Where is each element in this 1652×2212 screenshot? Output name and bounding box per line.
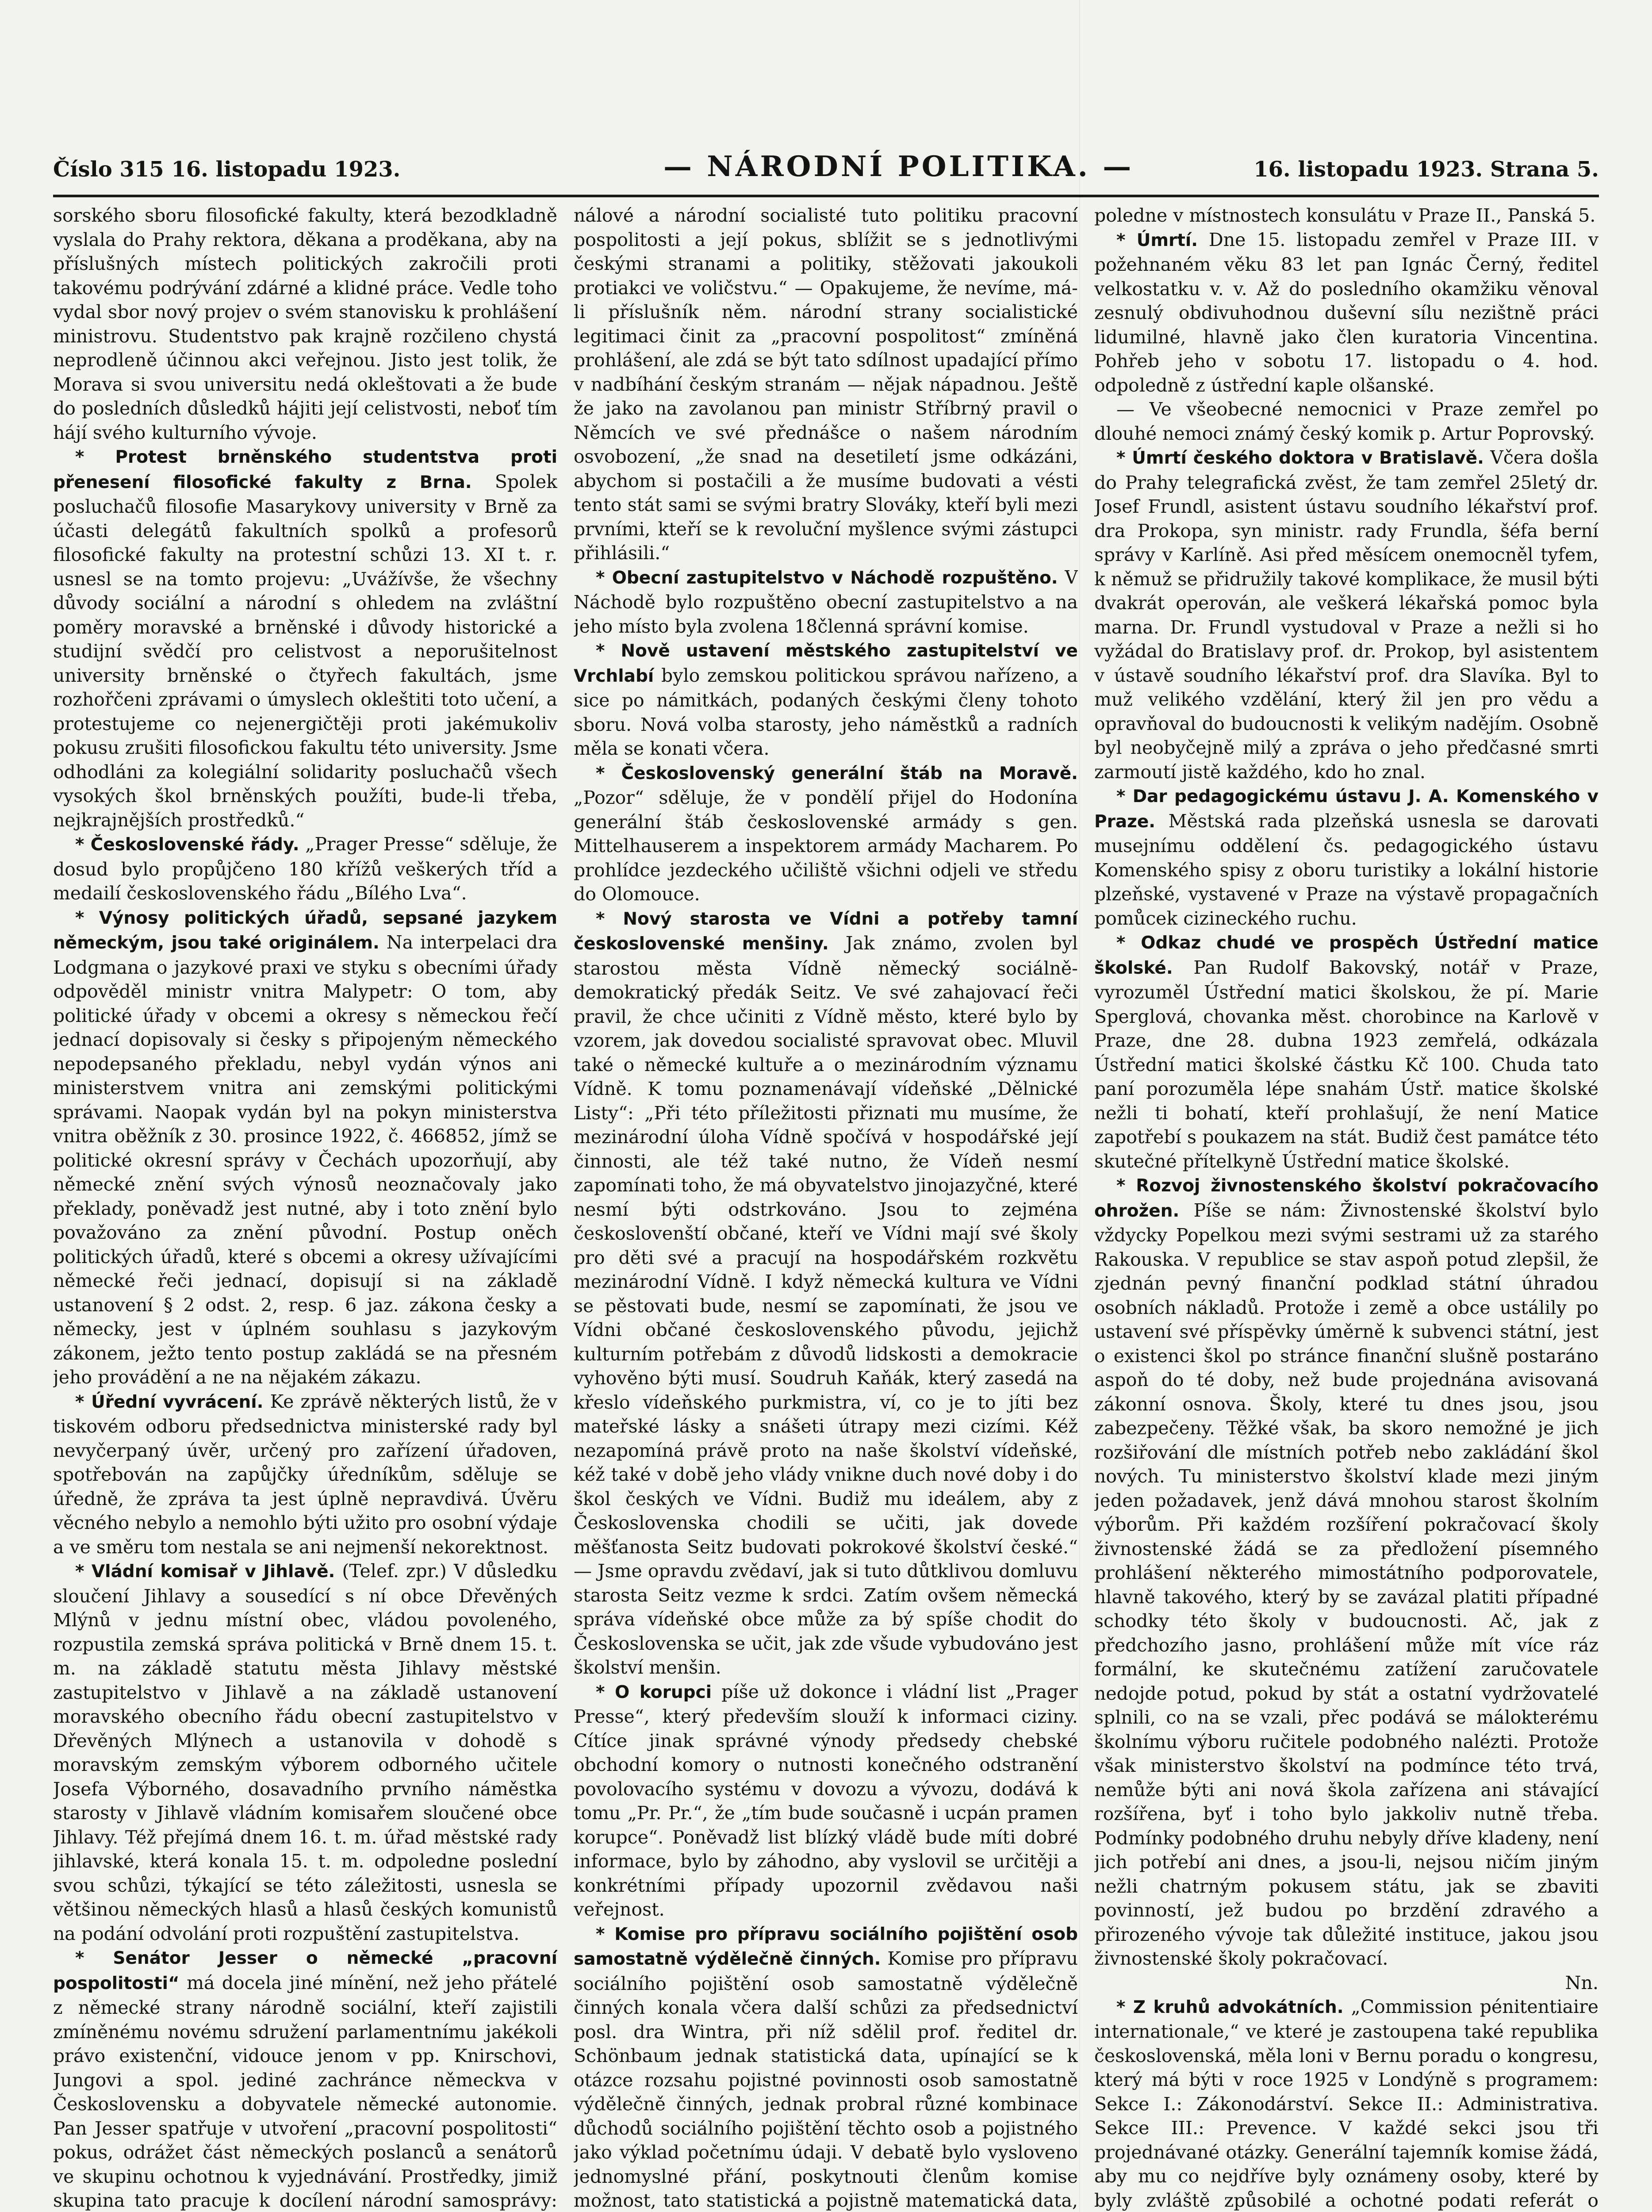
article-headline: * O korupci <box>596 1682 712 1702</box>
article-body: Městská rada plzeňská usnesla se darovati musejnímu oddělení čs. pedagogického ústavu Komenského spisy z oboru turistiky a lokální historie plzeňské, vystavené v Praze na výstavě propagačních pomůcek cizineckého ruchu. <box>1094 810 1598 929</box>
date-and-page: 16. listopadu 1923. Strana 5. <box>1253 157 1599 182</box>
article-paragraph <box>53 1390 557 1559</box>
page-header <box>53 150 1599 188</box>
column-1 <box>53 204 557 2212</box>
article-paragraph <box>53 445 557 832</box>
article-paragraph <box>1094 930 1598 1173</box>
header-rule <box>53 195 1599 197</box>
column-3 <box>1094 204 1598 2212</box>
article-headline: * Komise pro přípravu sociálního pojištění osob samostatně výdělečně činných. <box>574 1924 1078 1969</box>
article-body: (Telef. zpr.) V důsledku sloučení Jihlavy a sousedící s ní obce Dřevěných Mlýnů v jednu místní obec, vládou povoleného, rozpustila zemská správa politická v Brně dnem 15. t. m. na základě statutu města Jihlavy městské zastupitelstvo v Jihlavě a na základě ustanovení moravského obecního řádu obecní zastupitelstvo v Dřevěných Mlýnech a ustanovila v dohodě s moravským zemským výborem odborného učitele Josefa Výborného, dosavadního prvního náměstka starosty v Jihlavě vládním komisařem sloučené obce Jihlavy. Též přejímá dnem 16. t. m. úřad městské rady jihlavské, která konala 15. t. m. odpoledne poslední svou schůzi, týkající se této záležitosti, usnesla se většinou německých hlasů a hlasů českých komunistů na podání odvolání proti rozpuštění zastupitelstva. <box>53 1560 557 1944</box>
article-body: Dne 15. listopadu zemřel v Praze III. v požehnaném věku 83 let pan Ignác Černý, ředitel velkostatku v. v. Až do posledního okamžiku věnoval zesnulý obdivuhodnou duševní sílu nezištně práci lidumilné, hlavně jako člen kuratoria Vincentina. Pohřeb jeho v sobotu 17. listopadu o 4. hod. odpoledně z ústřední kaple olšanské. <box>1094 229 1598 396</box>
article-body: Jak známo, zvolen byl starostou města Vídně německý sociálně-demokratický předák Seitz. Ve své zahajovací řeči pravil, že chce učiniti z Vídně město, které bylo by vzorem, jak dovedou socialisté spravovat obec. Mluvil také o německé kultuře a o mezinárodním významu Vídně. K tomu poznamenávají vídeňské „Dělnické Listy“: „Při této příležitosti přiznati mu musíme, že mezinárodní úloha Vídně spočívá v hospodářské její činnosti, ale též také nutno, že Vídeň nesmí zapomínati toho, že má obyvatelstvo jinojazyčné, které nesmí býti odstrkováno. Jsou to zejména českoslovenští občané, kteří ve Vídni mají své školy pro děti své a pracují na hospodářském rozkvětu mezinárodní Vídně. I když německá kultura ve Vídni se pěstovati bude, nesmí se zapomínati, že jsou ve Vídni občané československého původu, jejichž kulturním potřebám z důvodů lidskosti a demokracie vyhověno býti musí. Soudruh Kaňák, který zasedá na křeslo vídeňského purkmistra, ví, co je to jíti bez mateřské lásky a snášeti útrapy mezi cizími. Kéž nezapomíná právě proto na naše školství vídeňské, kéž také v době jeho vlády vnikne duch nové doby i do škol českých ve Vídni. Budiž mu ideálem, aby z Československa chodili se učiti, jak dovede měšťanosta Seitz budovati pokrokové školství české.“ — Jsme opravdu zvědaví, jak si tuto důtklivou domluvu starosta Seitz vezme k srdci. Zatím ovšem německá správa vídeňské obce může za bý spíše chodit do Československa se učit, jak zde všude vybudováno jest školství menšin. <box>574 933 1078 1678</box>
article-paragraph <box>1094 228 1598 398</box>
article-headline: * Protest brněnského studentstva proti přenesení filosofické fakulty z Brna. <box>53 447 557 492</box>
article-body: „Prager Presse“ sděluje, že dosud bylo propůjčeno 180 křížů veškerých tříd a medailí československého řádu „Bílého Lva“. <box>53 833 557 904</box>
article-body: „Pozor“ sděluje, že v pondělí přijel do Hodonína generální štáb československé armády s gen. Mittelhauserem a inspektorem armády Macharem. Po prohlídce jezdeckého učiliště všichni odjeli ve středu do Olomouce. <box>574 787 1078 905</box>
article-paragraph <box>574 906 1078 1680</box>
author-signature: Nn. <box>1565 1972 1598 1993</box>
article-paragraph <box>53 1559 557 1946</box>
masthead-title: — NÁRODNÍ POLITIKA. — <box>663 150 1134 183</box>
article-headline: * Nový starosta ve Vídni a potřeby tamní československé menšiny. <box>574 909 1078 954</box>
article-paragraph <box>53 1946 557 2212</box>
article-headline: * Vládní komisař v Jihlavě. <box>75 1562 335 1582</box>
article-body: nálové a národní socialisté tuto politiku pracovní pospolitosti a její pokus, sblížit se s jednotlivými českými stranami a politiky, stěžovati jakoukoli protiakci ve voličstvu.“ — Opakujeme, že nevíme, má-li příslušník něm. národní strany socialistické legitimaci činit za „pracovní pospolitost“ zmíněná prohlášení, ale zdá se být tato sdílnost upadající přímo v nadbíhání českým stranám — nějak nápadnou. Ještě že jako na zavolanou pan ministr Stříbrný pravil o Němcích ve své přednášce o našem národním osvobození, „že snad na desetiletí jsme odkázáni, abychom si postačili a že musíme budovati a vésti tento stát sami se svými bratry Slováky, kteří byli mezi prvními, kteří se k revoluční myšlence svými zástupci přihlásili.“ <box>574 205 1078 564</box>
article-headline: * Úmrtí českého doktora v Bratislavě. <box>1116 448 1484 468</box>
article-paragraph <box>53 832 557 906</box>
issue-number: Číslo 315 16. listopadu 1923. <box>53 157 401 182</box>
article-paragraph <box>1094 204 1598 228</box>
article-body: Včera došla do Prahy telegrafická zvěst, že tam zemřel 25letý dr. Josef Frundl, asistent ústavu soudního lékařství prof. dra Prokopa, syn ministr. rady Frundla, šéfa berní správy v Karlíně. Asi před měsícem onemocněl tyfem, k němuž se přidružily takové komplikace, že musil býti dvakrát operován, ale veškerá lékařská pomoc byla marna. Dr. Frundl vystudoval v Praze a nežli si ho vyžádal do Bratislavy prof. dr. Prokop, byl asistentem v ústavě soudního lékařství prof. dra Slavíka. Byl to muž velikého vzdělání, který žil jen pro vědu a opravňoval do budoucnosti k velikým nadějím. Osobně byl neobyčejně milý a zpráva o jeho předčasné smrti zarmoutí jistě každého, kdo ho znal. <box>1094 447 1598 783</box>
article-headline: * Senátor Jesser o německé „pracovní pospolitosti“ <box>53 1948 557 1993</box>
article-body: „Commission pénitentiaire internationale,“ ve které je zastoupena také republika československá, měla loni v Bernu poradu o kongresu, který má býti v roce 1925 v Londýně s programem: Sekce I.: Zákonodárství. Sekce II.: Administrativa. Sekce III.: Prevence. V každé sekci jsou tři projednávané otázky. Generální tajemník komise žádá, aby mu co nejdříve byly oznámeny osoby, které by byly zvláště způsobilé a ochotné podati referát o <box>1094 1996 1598 2211</box>
article-paragraph <box>53 204 557 445</box>
article-body: — Ve všeobecné nemocnici v Praze zemřel po dlouhé nemoci známý český komik p. Artur Poprovský. <box>1094 399 1598 444</box>
article-body: Spolek posluchačů filosofie Masarykovy university v Brně za účasti delegátů fakultních spolků a profesorů filosofické fakulty na protestní schůzi 13. XI t. r. usnesl se na tomto projevu: „Uvážívše, že všechny důvody sociální a národní s ohledem na zvláštní poměry moravské a brněnské i důvody historické a studijní svědčí pro celistvost a neporušitelnost university brněnské o čtyřech fakultách, jsme rozhořčeni zprávami o úmyslech okleštiti toto učení, a protestujeme co nejenergičtěji proti jakémukoliv pokusu zrušiti filosofickou fakultu této university. Jsme odhodláni za kolegiální solidarity posluchačů všech vysokých škol brněnských použíti, bude-li třeba, nejkrajnějších prostředků.“ <box>53 471 557 831</box>
article-body: Na interpelaci dra Lodgmana o jazykové praxi ve styku s obecními úřady odpověděl ministr vnitra Malypetr: O tom, aby politické úřady v obcemi a okresy s německou řečí jednací dopisovaly si česky s připojeným německého nepodepsaného překladu, nebyl vydán výnos ani ministerstvem vnitra ani zemskými politickými správami. Naopak vydán byl na pokyn ministerstva vnitra oběžník z 30. prosince 1922, č. 466852, jímž se politické okresní správy v Čechách upozorňují, aby německé znění svých výnosů neoznačovaly jako překlady, poněvadž jest nutné, aby i toto znění bylo považováno za znění původní. Postup oněch politických úřadů, které s obcemi a okresy užívajícími německé řeči jednací, dopisují si na základě ustanovení § 2 odst. 2, resp. 6 jaz. zákona česky a německy, jest v úplném souhlasu s jazykovým zákonem, ježto tento postup zakládá se na přesném jeho provádění a ne na nějakém zákazu. <box>53 932 557 1388</box>
article-paragraph <box>1094 784 1598 930</box>
article-headline: * Československé řády. <box>75 835 299 855</box>
article-paragraph <box>53 906 557 1390</box>
article-body: sorského sboru filosofické fakulty, která bezodkladně vyslala do Prahy rektora, děkana a proděkana, aby na příslušných místech politických zakročili proti takovému podrývání zdárné a klidné práce. Vedle toho vydal sbor nový projev o svém stanovisku k prohlášení ministrovu. Studentstvo pak krajně rozčileno chystá neprodleně účinnou akci veřejnou. Jisto jest tolik, že Morava si svou universitu nedá okleštovati a že bude do posledních důsledků hájiti její celistvosti, neboť tím hájí svého kulturního vývoje. <box>53 205 557 443</box>
article-paragraph <box>574 761 1078 906</box>
article-headline: * Nově ustavení městského zastupitelství ve Vrchlabí <box>574 641 1078 686</box>
article-body: poledne v místnostech konsulátu v Praze II., Panská 5. <box>1094 205 1596 226</box>
article-headline: * Z kruhů advokátních. <box>1116 1997 1344 2017</box>
article-headline: * Úřední vyvrácení. <box>75 1392 264 1412</box>
article-paragraph <box>1094 445 1598 784</box>
article-headline: * Obecní zastupitelstvo v Náchodě rozpuštěno. <box>596 568 1058 588</box>
article-body: píše už dokonce i vládní list „Prager Presse“, který především slouží k informaci ciziny. Cítíce jinak správné výnody předsedy chebské obchodní komory o nutnosti konečného odstranění povolovacího systému v dovozu a vývozu, dodává k tomu „Pr. Pr.“, že „tím bude současně i ucpán pramen korupce“. Poněvadž list blízký vládě bude míti dobré informace, bylo by záhodno, aby vyslovil se určitěji a konkrétními případy upozornil zvědavou naši veřejnost. <box>574 1681 1078 1920</box>
article-paragraph <box>574 1680 1078 1922</box>
article-paragraph <box>574 1922 1078 2212</box>
article-columns <box>53 204 1599 2212</box>
article-body: bylo zemskou politickou správou nařízeno, a sice po námitkách, podaných českými členy tohoto sboru. Nová volba starosty, jeho náměstků a radních měla se konati včera. <box>574 664 1078 759</box>
article-body: Komise pro přípravu sociálního pojištění osob samostatně výdělečně činných konala včera další schůzi za předsednictví posl. dra Wintra, při níž sdělil prof. ředitel dr. Schönbaum jednak statistická data, upínající se k otázce rozsahu pojistné povinnosti osob samostatně výdělečně činných, jednak probral různé kombinace důchodů sociálního pojištění těchto osob a pojistného jako výklad početnímu údaji. V debatě bylo vysloveno jednomyslné přání, poskytnouti členům komise možnost, tato statistická a pojistně matematická data, <box>574 1948 1078 2211</box>
article-headline: * Rozvoj živnostenského školství pokračovacího ohrožen. <box>1094 1176 1598 1221</box>
article-paragraph <box>574 638 1078 761</box>
article-paragraph <box>1094 1173 1598 1971</box>
article-paragraph <box>1094 1995 1598 2212</box>
article-headline: * Československý generální štáb na Moravě. <box>596 763 1078 783</box>
article-headline: * Odkaz chudé ve prospěch Ústřední matice školské. <box>1094 933 1598 978</box>
article-headline: * Dar pedagogickému ústavu J. A. Komenského v Praze. <box>1094 787 1598 832</box>
article-body: V Náchodě bylo rozpuštěno obecní zastupitelstvo a na jeho místo byla zvolena 18členná správní komise. <box>574 566 1078 637</box>
article-headline: * Úmrtí. <box>1116 230 1198 250</box>
article-body: má docela jiné mínění, než jeho přátelé z německé strany národně sociální, kteří zajistili zmíněnému novému sdružení parlamentnímu jakékoli právo existenční, vidouce jenom v pp. Knirschovi, Jungovi a spol. jediné zachránce německva v Československu a dobyvatele německé autonomie. Pan Jesser spatřuje v utvoření „pracovní pospolitosti“ pokus, odrážet část německých poslanců a senátorů ve skupinu ochotnou k vyjednávání. Prostředky, jimiž skupina tato pracuje k docílení národní samosprávy: <box>53 1972 557 2211</box>
article-body: Ke zprávě některých listů, že v tiskovém odboru předsednictva ministerské rady byl nevyčerpaný úvěr, určený pro zařízení úřadoven, spotřebován na zapůjčky úředníkům, sděluje se úředně, že zpráva ta jest úplně nepravdivá. Úvěru věcného nebylo a nemohlo býti užito pro osobní výdaje a ve směru tom nestala se ani nejmenší nekorektnost. <box>53 1390 557 1558</box>
article-body: Píše se nám: Živnostenské školství bylo vždycky Popelkou mezi svými sestrami už za starého Rakouska. V republice se stav aspoň potud zlepšil, že zjednán pevný finanční podklad státní úhradou osobních nákladů. Protože i země a obce ustálily po ustavení své příspěvky úměrně k subvenci státní, jest o existenci škol po stránce finanční slušně postaráno aspoň do té doby, než bude projednána avisovaná zákonní osnova. Školy, které tu dnes jsou, jsou zabezpečeny. Těžké však, ba skoro nemožné je jich rozšiřování dle místních potřeb nebo zakládání škol nových. Tu ministerstvo školství klade mezi jiným jeden požadavek, jenž dává mnohou starost školním výborům. Při každém rozšíření pokračovací školy živnostenské žádá se za předložení písemného prohlášení některého mimostátního podporovatele, hlavně takového, který by se zavázal platiti případné schodky této školy v budoucnosti. Ač, jak z předchozího jasno, prohlášení může mít více ráz formální, ke skutečnému zatížení zaručovatele nedojde potud, pokud by stát a ostatní vydržovatelé splnili, co na se vzali, přec podává se málokterému školnímu výboru ručitele podobného nalézti. Protože však ministerstvo školství na podmínce této trvá, nemůže býti ani nová škola zařízena ani stávající rozšířena, byť i toho bylo jakkoliv nutně třeba. Podmínky podobného druhu nebyly dříve kladeny, není jich potřebí ani dnes, a jsou-li, nejsou ničím jiným nežli chatrným pokusem státu, jak se zbaviti povinností, jež budou po brzdění zdravého a přirozeného vývoje tak důležité instituce, jakou jsou živnostenské školy pokračovací. <box>1094 1199 1598 1969</box>
article-paragraph <box>1094 397 1598 445</box>
article-body: Pan Rudolf Bakovský, notář v Praze, vyrozuměl Ústřední matici školskou, že pí. Marie Sperglová, chovanka měst. chorobince na Karlově v Praze, dne 28. dubna 1923 zemřelá, odkázala Ústřední matici školské částku Kč 100. Chuda tato paní porozuměla lépe snahám Ústř. matice školské nežli ti bohatí, kteří prohlašují, že není Matice zapotřebí s poukazem na stát. Budiž čest památce této skutečné přítelkyně Ústřední matice školské. <box>1094 956 1598 1172</box>
article-paragraph <box>574 204 1078 565</box>
column-2 <box>574 204 1078 2212</box>
article-paragraph <box>574 565 1078 639</box>
article-headline: * Výnosy politických úřadů, sepsané jazykem německým, jsou také originálem. <box>53 908 557 953</box>
